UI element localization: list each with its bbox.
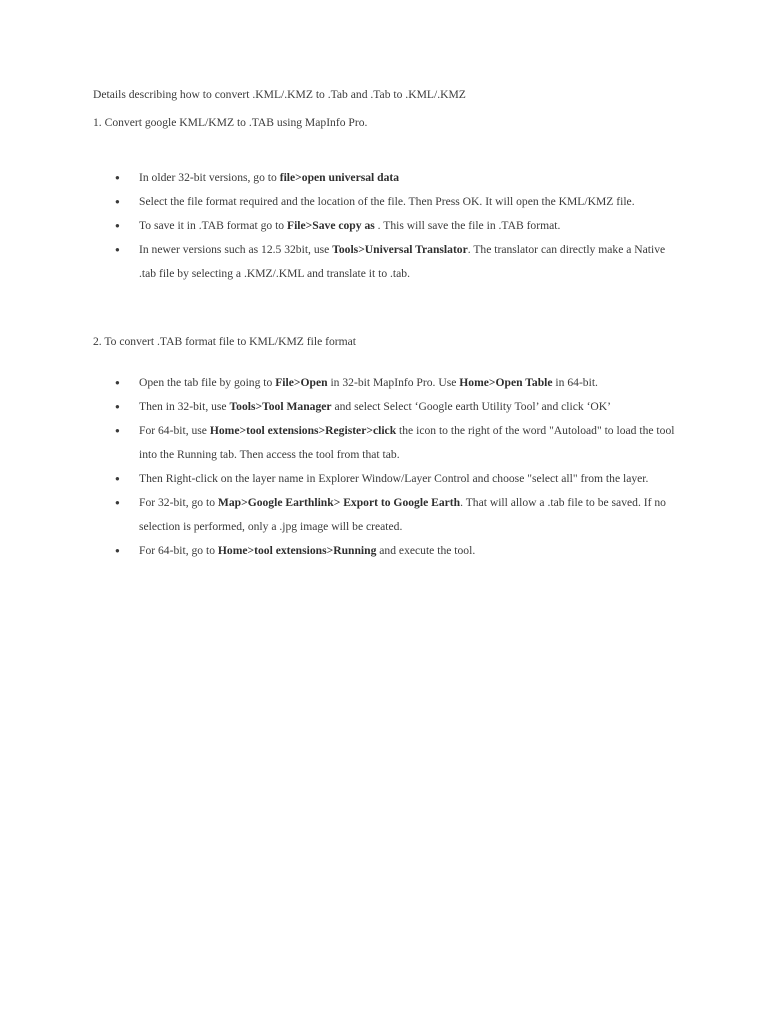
- section-2-heading: 2. To convert .TAB format file to KML/KMZ file format: [93, 335, 357, 348]
- item-text: To save it in .TAB format go to: [139, 219, 287, 232]
- list-item: [0, 238, 679, 286]
- menu-path-text: Home>Open Table: [459, 376, 553, 389]
- item-text: For 64-bit, use: [139, 424, 210, 437]
- intro-text: Details describing how to convert .KML/.KMZ to .Tab and .Tab to .KML/.KMZ: [93, 88, 466, 101]
- list-item: [0, 491, 679, 539]
- menu-path-text: Home>tool extensions>Running: [217, 544, 377, 557]
- item-text: Then in 32-bit, use: [139, 400, 230, 413]
- list-item: [0, 395, 679, 419]
- list-item: [0, 214, 679, 238]
- menu-path-text: File>Open: [275, 376, 328, 389]
- list-item: [0, 539, 679, 563]
- menu-path-text: file>open universal data: [279, 171, 400, 184]
- item-text: in 64-bit.: [552, 376, 598, 389]
- bullet-icon: ●: [115, 378, 120, 387]
- list-item: [0, 371, 679, 395]
- item-text: Then Right-click on the layer name in Explorer Window/Layer Control and choose "select all" from the layer.: [139, 472, 649, 485]
- bullet-icon: ●: [115, 426, 120, 435]
- list-item: [0, 467, 679, 491]
- item-text: and select Select ‘Google earth Utility Tool’ and click ‘OK’: [331, 400, 612, 413]
- item-text: and execute the tool.: [376, 544, 476, 557]
- item-text: Select the file format required and the location of the file. Then Press OK. It will open the KML/KMZ file.: [139, 195, 635, 208]
- bullet-icon: ●: [115, 173, 120, 182]
- item-text: Open the tab file by going to: [139, 376, 276, 389]
- item-text: in 32-bit MapInfo Pro. Use: [327, 376, 460, 389]
- list-item: [0, 166, 679, 190]
- bullet-icon: ●: [115, 402, 120, 411]
- item-text: . That will allow a .tab file to be saved. If no selection is performed, only a .jpg image will be created.: [139, 496, 666, 533]
- menu-path-text: Home>tool extensions>Register>click: [209, 424, 397, 437]
- menu-path-text: Tools>Tool Manager: [229, 400, 332, 413]
- menu-path-text: Tools>Universal Translator: [332, 243, 468, 256]
- menu-path-text: File>Save copy as: [287, 219, 375, 232]
- section-1-heading: 1. Convert google KML/KMZ to .TAB using MapInfo Pro.: [93, 116, 368, 129]
- section-2-list: [0, 371, 768, 563]
- item-text: In newer versions such as 12.5 32bit, use: [139, 243, 333, 256]
- bullet-icon: ●: [115, 245, 120, 254]
- list-item: [0, 190, 679, 214]
- item-text: . The translator can directly make a Native .tab file by selecting a .KMZ/.KML and translate it to .tab.: [139, 243, 666, 280]
- section-1-list: [0, 166, 768, 286]
- item-text: . This will save the file in .TAB format.: [374, 219, 561, 232]
- menu-path-text: Map>Google Earthlink> Export to Google Earth: [217, 496, 461, 509]
- item-text: In older 32-bit versions, go to: [139, 171, 280, 184]
- item-text: For 64-bit, go to: [139, 544, 218, 557]
- item-text: the icon to the right of the word "Autoload" to load the tool into the Running tab. Then access the tool from that tab.: [139, 424, 675, 461]
- bullet-icon: ●: [115, 546, 120, 555]
- item-text: For 32-bit, go to: [139, 496, 218, 509]
- bullet-icon: ●: [115, 474, 120, 483]
- list-item: [0, 419, 679, 467]
- bullet-icon: ●: [115, 221, 120, 230]
- bullet-icon: ●: [115, 498, 120, 507]
- bullet-icon: ●: [115, 197, 120, 206]
